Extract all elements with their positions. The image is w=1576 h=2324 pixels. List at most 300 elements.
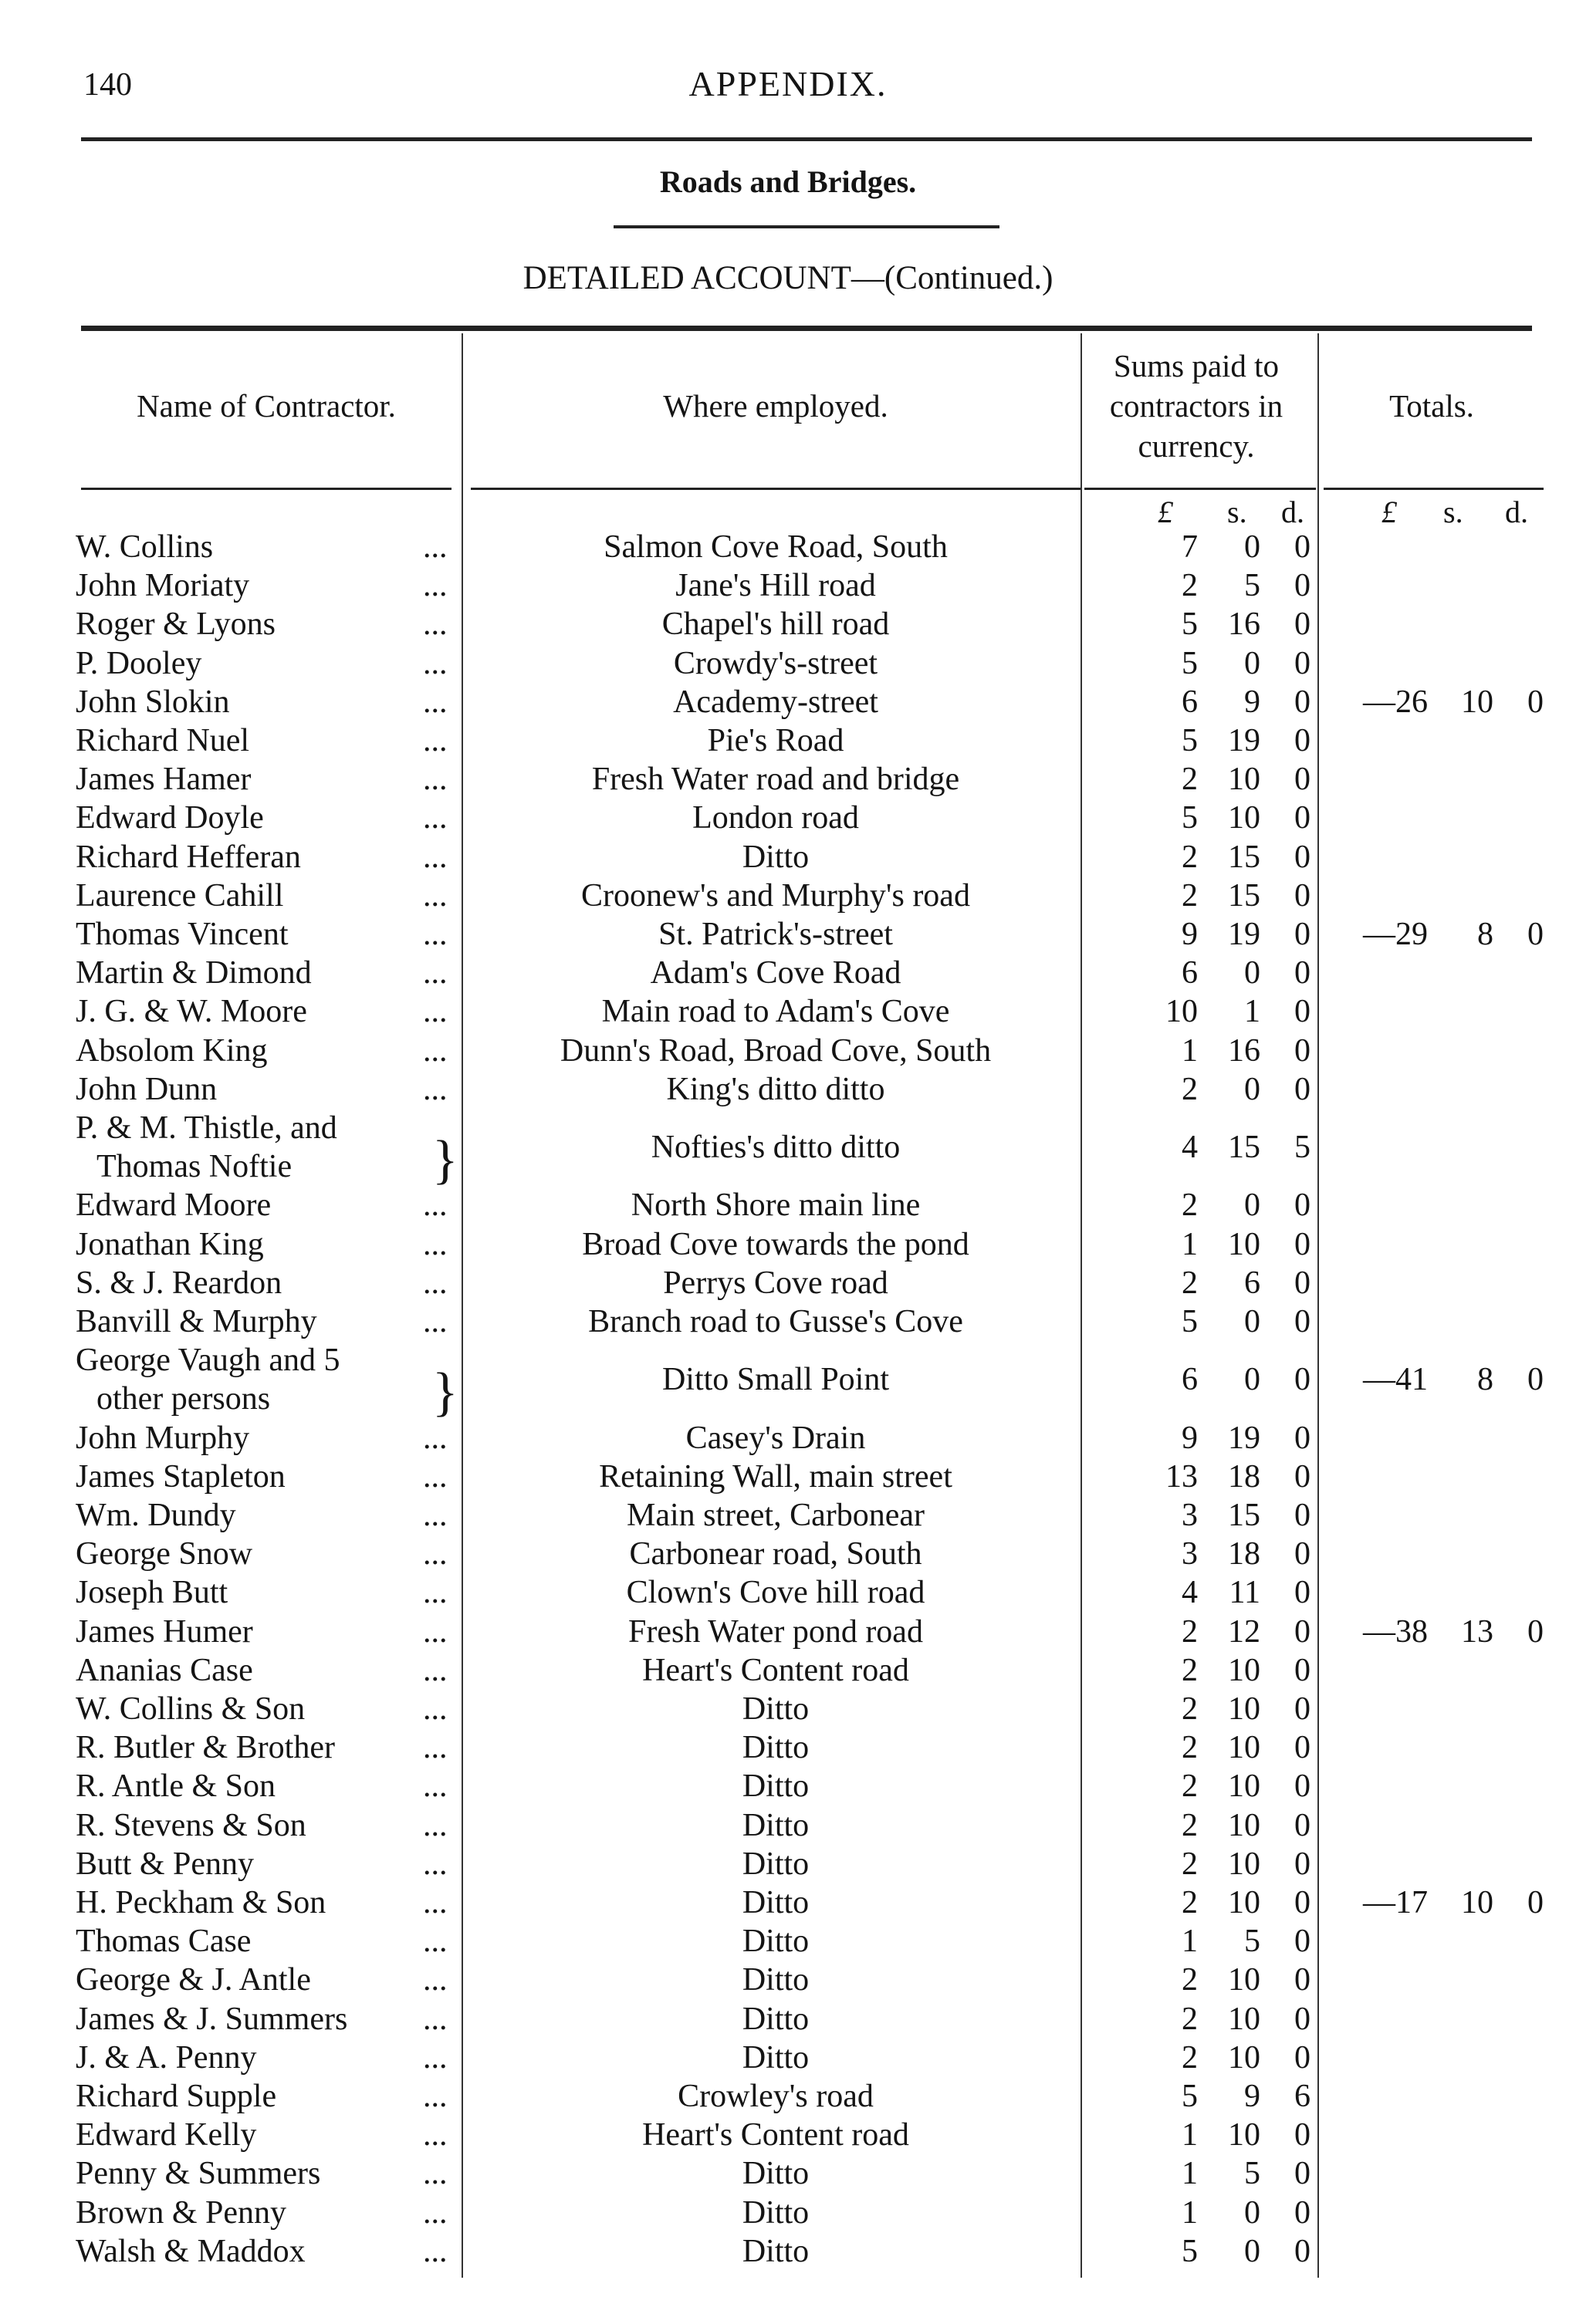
leader-dots: ... xyxy=(423,684,448,720)
where-employed: Ditto xyxy=(742,2156,810,2192)
sum-pounds: 1 xyxy=(1182,1924,1198,1960)
sum-pounds: 2 xyxy=(1182,1691,1198,1727)
total-pounds: —41 xyxy=(1363,1362,1428,1398)
sum-pence: 0 xyxy=(1294,1226,1311,1262)
sum-shillings: 19 xyxy=(1228,917,1260,952)
contractor-name-continued: other persons xyxy=(96,1381,271,1417)
sum-pence: 0 xyxy=(1294,1691,1311,1727)
header-bottom-rule-4 xyxy=(1324,488,1544,490)
sum-shillings: 15 xyxy=(1228,1130,1260,1166)
where-employed: Ditto xyxy=(742,1807,810,1843)
sum-shillings: 0 xyxy=(1244,1362,1260,1398)
total-shillings: 8 xyxy=(1477,1362,1493,1398)
totals-pence-label: d. xyxy=(1505,495,1528,529)
where-employed: Ditto xyxy=(742,1691,810,1727)
sum-pence: 0 xyxy=(1294,2039,1311,2076)
table-row xyxy=(0,1032,1576,1071)
where-employed: Jane's Hill road xyxy=(675,568,876,604)
sum-pence: 0 xyxy=(1294,1846,1311,1882)
table-row xyxy=(0,606,1576,644)
sum-shillings: 5 xyxy=(1244,568,1260,604)
sum-shillings: 10 xyxy=(1228,2001,1260,2037)
sum-pounds: 2 xyxy=(1182,762,1198,798)
contractor-name: S. & J. Reardon xyxy=(76,1265,282,1301)
where-employed: King's ditto ditto xyxy=(666,1071,885,1107)
sum-shillings: 18 xyxy=(1228,1536,1260,1572)
header-totals: Totals. xyxy=(1389,388,1474,424)
leader-dots: ... xyxy=(423,1265,448,1301)
sum-shillings: 0 xyxy=(1244,1304,1260,1339)
where-employed: Main road to Adam's Cove xyxy=(601,994,950,1030)
contractor-name: John Dunn xyxy=(76,1071,218,1107)
table-row xyxy=(0,1342,1576,1423)
contractor-name: George Snow xyxy=(76,1536,253,1572)
sum-pence: 0 xyxy=(1294,1613,1311,1650)
contractor-name: Laurence Cahill xyxy=(76,877,284,914)
where-employed: Perrys Cove road xyxy=(663,1265,888,1301)
header-sums-line-2: contractors in xyxy=(1109,388,1283,424)
sum-shillings: 10 xyxy=(1228,762,1260,798)
contractor-name: Absolom King xyxy=(76,1032,268,1069)
sum-shillings: 10 xyxy=(1228,2039,1260,2076)
sum-pounds: 5 xyxy=(1182,1304,1198,1339)
leader-dots: ... xyxy=(423,2039,448,2076)
contractor-name: James Stapleton xyxy=(76,1458,286,1495)
contractor-name-continued: Thomas Noftie xyxy=(96,1149,293,1185)
sum-shillings: 11 xyxy=(1229,1575,1260,1611)
leader-dots: ... xyxy=(423,1613,448,1650)
sum-pounds: 2 xyxy=(1182,2001,1198,2037)
sum-pence: 0 xyxy=(1294,1032,1311,1069)
sum-shillings: 9 xyxy=(1244,684,1260,720)
contractor-name: Joseph Butt xyxy=(76,1575,228,1611)
header-sums-paid xyxy=(1081,346,1312,466)
leader-dots: ... xyxy=(423,1885,448,1920)
sum-pounds: 1 xyxy=(1182,1032,1198,1069)
section-title: Roads and Bridges. xyxy=(659,164,917,199)
where-employed: Carbonear road, South xyxy=(629,1536,922,1572)
contractor-name: Ananias Case xyxy=(76,1652,253,1688)
table-row xyxy=(0,877,1576,916)
table-row xyxy=(0,1613,1576,1652)
leader-dots: ... xyxy=(423,1420,448,1456)
sum-pence: 0 xyxy=(1294,1362,1311,1398)
table-row xyxy=(0,1961,1576,2000)
where-employed: Croonew's and Murphy's road xyxy=(581,877,970,914)
total-pounds: —26 xyxy=(1363,684,1428,720)
table-row xyxy=(0,684,1576,722)
table-row xyxy=(0,2116,1576,2155)
sum-pence: 0 xyxy=(1294,839,1311,875)
sum-pence: 0 xyxy=(1294,1885,1311,1920)
table-row xyxy=(0,1923,1576,1961)
sum-pounds: 2 xyxy=(1182,1807,1198,1843)
leader-dots: ... xyxy=(423,1730,448,1766)
sum-pounds: 10 xyxy=(1165,994,1198,1030)
currency-shilling-label: s. xyxy=(1227,495,1247,529)
total-pounds: —17 xyxy=(1363,1885,1428,1920)
table-row xyxy=(0,722,1576,761)
sum-pounds: 5 xyxy=(1182,800,1198,836)
table-row xyxy=(0,2078,1576,2116)
header-name-of-contractor: Name of Contractor. xyxy=(137,388,396,424)
sum-pence: 0 xyxy=(1294,1730,1311,1766)
table-row xyxy=(0,1884,1576,1923)
table-row xyxy=(0,2233,1576,2272)
table-row xyxy=(0,2001,1576,2039)
totals-pound-label: £ xyxy=(1382,495,1397,529)
sum-pounds: 6 xyxy=(1182,955,1198,991)
leader-dots: ... xyxy=(423,1458,448,1495)
sum-pounds: 1 xyxy=(1182,1226,1198,1262)
contractor-name: Thomas Vincent xyxy=(76,917,289,952)
leader-dots: ... xyxy=(423,1032,448,1069)
leader-dots: ... xyxy=(423,1304,448,1339)
sum-shillings: 16 xyxy=(1228,606,1260,643)
sum-pence: 0 xyxy=(1294,762,1311,798)
where-employed: Clown's Cove hill road xyxy=(626,1575,925,1611)
total-pence: 0 xyxy=(1527,684,1544,720)
contractor-name: R. Butler & Brother xyxy=(76,1730,335,1766)
contractor-name: Banvill & Murphy xyxy=(76,1304,317,1339)
sum-shillings: 0 xyxy=(1244,2194,1260,2231)
where-employed: Branch road to Gusse's Cove xyxy=(588,1304,963,1339)
contractor-name: Jonathan King xyxy=(76,1226,264,1262)
sum-pounds: 5 xyxy=(1182,645,1198,681)
sum-pounds: 5 xyxy=(1182,2079,1198,2114)
table-row xyxy=(0,1691,1576,1729)
where-employed: Ditto xyxy=(742,1885,810,1920)
sum-pence: 0 xyxy=(1294,723,1311,758)
contractor-name: Richard Hefferan xyxy=(76,839,301,875)
where-employed: Ditto xyxy=(742,1730,810,1766)
sum-shillings: 0 xyxy=(1244,645,1260,681)
contractor-name: W. Collins & Son xyxy=(76,1691,306,1727)
contractor-name: P. Dooley xyxy=(76,645,202,681)
leader-dots: ... xyxy=(423,1226,448,1262)
table-row xyxy=(0,1574,1576,1613)
contractor-name: James Hamer xyxy=(76,762,252,798)
sum-pounds: 2 xyxy=(1182,1265,1198,1301)
sum-shillings: 19 xyxy=(1228,723,1260,758)
contractor-name: R. Antle & Son xyxy=(76,1768,276,1805)
sum-pence: 6 xyxy=(1294,2079,1311,2114)
where-employed: Fresh Water road and bridge xyxy=(591,762,960,798)
where-employed: Broad Cove towards the pond xyxy=(582,1226,969,1262)
contractor-name: Edward Moore xyxy=(76,1187,272,1224)
table-row xyxy=(0,1768,1576,1806)
table-row xyxy=(0,839,1576,877)
sum-pounds: 13 xyxy=(1165,1458,1198,1495)
sum-shillings: 10 xyxy=(1228,1885,1260,1920)
contractor-name: Edward Doyle xyxy=(76,800,264,836)
where-employed: London road xyxy=(692,800,859,836)
leader-dots: ... xyxy=(423,917,448,952)
sum-pounds: 9 xyxy=(1182,917,1198,952)
where-employed: Fresh Water pond road xyxy=(628,1613,923,1650)
sum-pence: 0 xyxy=(1294,2001,1311,2037)
leader-dots: ... xyxy=(423,529,448,565)
sum-shillings: 18 xyxy=(1228,1458,1260,1495)
sum-pence: 0 xyxy=(1294,1575,1311,1611)
leader-dots: ... xyxy=(423,1846,448,1882)
where-employed: Salmon Cove Road, South xyxy=(604,529,948,565)
sum-pence: 0 xyxy=(1294,917,1311,952)
leader-dots: ... xyxy=(423,1187,448,1224)
sum-pounds: 5 xyxy=(1182,723,1198,758)
where-employed: Ditto xyxy=(742,1962,810,1998)
sum-shillings: 15 xyxy=(1228,877,1260,914)
header-sums-line-1: Sums paid to xyxy=(1113,348,1280,383)
leader-dots: ... xyxy=(423,994,448,1030)
sum-pence: 0 xyxy=(1294,1807,1311,1843)
sum-pence: 5 xyxy=(1294,1130,1311,1166)
total-pence: 0 xyxy=(1527,1613,1544,1650)
sum-shillings: 10 xyxy=(1228,1807,1260,1843)
sum-pounds: 1 xyxy=(1182,2156,1198,2192)
table-row xyxy=(0,1110,1576,1191)
where-employed: Nofties's ditto ditto xyxy=(651,1130,901,1166)
where-employed: Dunn's Road, Broad Cove, South xyxy=(560,1032,992,1069)
sum-shillings: 10 xyxy=(1228,1226,1260,1262)
section-title-rule xyxy=(614,225,999,228)
table-row xyxy=(0,954,1576,993)
contractor-name: Thomas Case xyxy=(76,1924,252,1960)
table-row xyxy=(0,1303,1576,1342)
total-shillings: 8 xyxy=(1477,917,1493,952)
table-row xyxy=(0,529,1576,567)
leader-dots: ... xyxy=(423,1807,448,1843)
sum-pence: 0 xyxy=(1294,877,1311,914)
sum-pence: 0 xyxy=(1294,2233,1311,2269)
table-row xyxy=(0,1846,1576,1884)
table-row xyxy=(0,1071,1576,1110)
table-row xyxy=(0,993,1576,1032)
leader-dots: ... xyxy=(423,645,448,681)
header-bottom-rule-2 xyxy=(471,488,1081,490)
contractor-name: Brown & Penny xyxy=(76,2194,286,2231)
sum-shillings: 19 xyxy=(1228,1420,1260,1456)
sum-shillings: 9 xyxy=(1244,2079,1260,2114)
table-row xyxy=(0,1458,1576,1497)
sum-pence: 0 xyxy=(1294,994,1311,1030)
sum-pence: 0 xyxy=(1294,955,1311,991)
sum-shillings: 0 xyxy=(1244,1071,1260,1107)
sum-pence: 0 xyxy=(1294,2156,1311,2192)
leader-dots: ... xyxy=(423,1575,448,1611)
sum-pounds: 1 xyxy=(1182,2117,1198,2153)
table-top-rule xyxy=(81,326,1532,331)
sum-pounds: 5 xyxy=(1182,606,1198,643)
contractor-name: James Humer xyxy=(76,1613,253,1650)
sum-pounds: 3 xyxy=(1182,1536,1198,1572)
sum-shillings: 10 xyxy=(1228,1652,1260,1688)
sum-pence: 0 xyxy=(1294,1420,1311,1456)
table-row xyxy=(0,1729,1576,1768)
sum-pounds: 2 xyxy=(1182,1885,1198,1920)
totals-shilling-label: s. xyxy=(1443,495,1463,529)
where-employed: Casey's Drain xyxy=(685,1420,866,1456)
leader-dots: ... xyxy=(423,1962,448,1998)
total-shillings: 13 xyxy=(1461,1613,1493,1650)
sum-shillings: 0 xyxy=(1244,2233,1260,2269)
sum-shillings: 15 xyxy=(1228,839,1260,875)
sum-shillings: 5 xyxy=(1244,1924,1260,1960)
sum-pounds: 1 xyxy=(1182,2194,1198,2231)
brace-icon: } xyxy=(432,1363,458,1423)
sum-pence: 0 xyxy=(1294,1265,1311,1301)
table-row xyxy=(0,1226,1576,1265)
page-number: 140 xyxy=(83,67,132,103)
sum-pounds: 2 xyxy=(1182,1187,1198,1224)
table-row xyxy=(0,2039,1576,2078)
sum-pence: 0 xyxy=(1294,1924,1311,1960)
sum-pence: 0 xyxy=(1294,529,1311,565)
leader-dots: ... xyxy=(423,955,448,991)
sum-shillings: 12 xyxy=(1228,1613,1260,1650)
sum-pounds: 4 xyxy=(1182,1575,1198,1611)
sum-pence: 0 xyxy=(1294,1768,1311,1805)
contractor-name: Edward Kelly xyxy=(76,2117,257,2153)
sum-pence: 0 xyxy=(1294,1962,1311,1998)
sum-pounds: 9 xyxy=(1182,1420,1198,1456)
currency-pence-label: d. xyxy=(1281,495,1304,529)
leader-dots: ... xyxy=(423,2079,448,2114)
sum-pence: 0 xyxy=(1294,645,1311,681)
sum-shillings: 15 xyxy=(1228,1498,1260,1533)
table-row xyxy=(0,645,1576,684)
sum-pounds: 2 xyxy=(1182,1846,1198,1882)
contractor-name: George Vaugh and 5 xyxy=(76,1343,340,1379)
contractor-name: Butt & Penny xyxy=(76,1846,255,1882)
where-employed: Ditto xyxy=(742,1768,810,1805)
total-shillings: 10 xyxy=(1461,684,1493,720)
header-where-employed: Where employed. xyxy=(663,388,888,424)
where-employed: Chapel's hill road xyxy=(661,606,890,643)
leader-dots: ... xyxy=(423,877,448,914)
sum-pence: 0 xyxy=(1294,2194,1311,2231)
table-row xyxy=(0,567,1576,606)
header-sums-line-3: currency. xyxy=(1138,428,1255,464)
currency-pound-label: £ xyxy=(1158,495,1173,529)
total-shillings: 10 xyxy=(1461,1885,1493,1920)
where-employed: Crowley's road xyxy=(678,2079,874,2114)
sum-shillings: 10 xyxy=(1228,800,1260,836)
contractor-name: Penny & Summers xyxy=(76,2156,321,2192)
contractor-name: P. & M. Thistle, and xyxy=(76,1110,337,1146)
sum-pounds: 2 xyxy=(1182,568,1198,604)
sum-pence: 0 xyxy=(1294,1071,1311,1107)
sum-pounds: 2 xyxy=(1182,1071,1198,1107)
leader-dots: ... xyxy=(423,839,448,875)
sum-pounds: 2 xyxy=(1182,877,1198,914)
where-employed: Heart's Content road xyxy=(642,1652,909,1688)
table-row xyxy=(0,1187,1576,1225)
table-row xyxy=(0,916,1576,954)
where-employed: Ditto xyxy=(742,2194,810,2231)
sum-pence: 0 xyxy=(1294,1652,1311,1688)
sum-shillings: 10 xyxy=(1228,1846,1260,1882)
contractor-name: Walsh & Maddox xyxy=(76,2233,306,2269)
where-employed: North Shore main line xyxy=(631,1187,921,1224)
sum-pounds: 7 xyxy=(1182,529,1198,565)
sum-pence: 0 xyxy=(1294,606,1311,643)
sum-shillings: 0 xyxy=(1244,1187,1260,1224)
contractor-name: Roger & Lyons xyxy=(76,606,276,643)
header-bottom-rule-3 xyxy=(1084,488,1316,490)
sum-pounds: 4 xyxy=(1182,1130,1198,1166)
contractor-name: R. Stevens & Son xyxy=(76,1807,306,1843)
sum-shillings: 0 xyxy=(1244,529,1260,565)
table-row xyxy=(0,761,1576,799)
sum-shillings: 10 xyxy=(1228,1691,1260,1727)
where-employed: Ditto xyxy=(742,1924,810,1960)
sum-shillings: 10 xyxy=(1228,1962,1260,1998)
header-bottom-rule-1 xyxy=(81,488,451,490)
contractor-name: John Slokin xyxy=(76,684,230,720)
sum-pounds: 2 xyxy=(1182,839,1198,875)
table-row xyxy=(0,1420,1576,1458)
sum-pence: 0 xyxy=(1294,1536,1311,1572)
sum-pounds: 5 xyxy=(1182,2233,1198,2269)
sum-pounds: 2 xyxy=(1182,1730,1198,1766)
sum-pence: 0 xyxy=(1294,1458,1311,1495)
where-employed: Ditto xyxy=(742,2039,810,2076)
sum-pence: 0 xyxy=(1294,1187,1311,1224)
sum-shillings: 6 xyxy=(1244,1265,1260,1301)
table-row xyxy=(0,1497,1576,1535)
leader-dots: ... xyxy=(423,800,448,836)
leader-dots: ... xyxy=(423,2117,448,2153)
sum-shillings: 0 xyxy=(1244,955,1260,991)
total-pence: 0 xyxy=(1527,1885,1544,1920)
where-employed: Ditto xyxy=(742,839,810,875)
total-pounds: —38 xyxy=(1363,1613,1428,1650)
table-row xyxy=(0,1807,1576,1846)
sum-pence: 0 xyxy=(1294,684,1311,720)
contractor-name: John Murphy xyxy=(76,1420,250,1456)
leader-dots: ... xyxy=(423,1536,448,1572)
contractor-name: J. & A. Penny xyxy=(76,2039,257,2076)
sum-pounds: 2 xyxy=(1182,2039,1198,2076)
leader-dots: ... xyxy=(423,2001,448,2037)
sum-pence: 0 xyxy=(1294,1498,1311,1533)
contractor-name: Martin & Dimond xyxy=(76,955,312,991)
sum-pounds: 6 xyxy=(1182,1362,1198,1398)
leader-dots: ... xyxy=(423,2194,448,2231)
sum-pounds: 2 xyxy=(1182,1613,1198,1650)
where-employed: Adam's Cove Road xyxy=(650,955,901,991)
sum-pounds: 2 xyxy=(1182,1962,1198,1998)
sum-shillings: 10 xyxy=(1228,1730,1260,1766)
running-head: APPENDIX. xyxy=(688,64,888,103)
contractor-name: Richard Nuel xyxy=(76,723,250,758)
where-employed: Crowdy's-street xyxy=(673,645,878,681)
table-row xyxy=(0,2194,1576,2233)
contractor-name: W. Collins xyxy=(76,529,214,565)
contractor-name: J. G. & W. Moore xyxy=(76,994,307,1030)
brace-icon: } xyxy=(432,1130,458,1191)
leader-dots: ... xyxy=(423,1071,448,1107)
where-employed: Ditto xyxy=(742,2001,810,2037)
leader-dots: ... xyxy=(423,1652,448,1688)
leader-dots: ... xyxy=(423,762,448,798)
where-employed: Ditto xyxy=(742,2233,810,2269)
sum-pence: 0 xyxy=(1294,1304,1311,1339)
leader-dots: ... xyxy=(423,2156,448,2192)
leader-dots: ... xyxy=(423,1768,448,1805)
sum-shillings: 5 xyxy=(1244,2156,1260,2192)
